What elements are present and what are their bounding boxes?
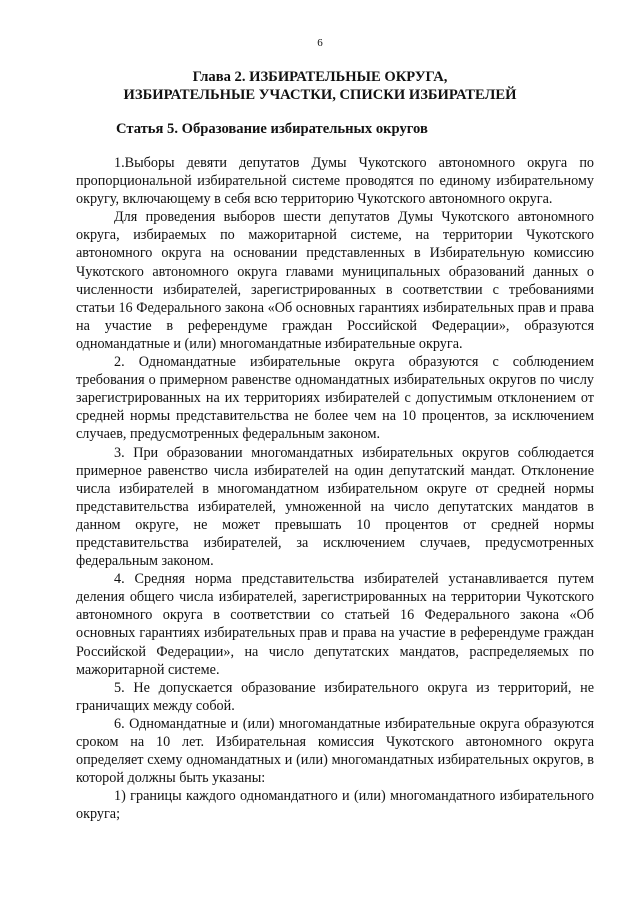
paragraph-2: Для проведения выборов шести депутатов Думы Чукотского автономного округа, избираемых по мажоритарной системе, на территории Чукотского автономного округа на основании представленных в Избирательную комиссию Чукотского автономного округа главами муниципальных образований данных о численности избирателей, зарегистрированных в соответствии с требованиями статьи 16 Федерального закона «Об основных гарантиях избирательных прав и права на участие в референдуме граждан Российской Федерации», образуются одномандатные и (или) многомандатные избирательные округа. bbox=[76, 209, 594, 352]
paragraph-6: 5. Не допускается образование избирательного округа из территорий, не граничащих между собой. bbox=[76, 679, 594, 714]
paragraph-1: 1.Выборы девяти депутатов Думы Чукотского автономного округа по пропорциональной избирательной системе проводятся по единому избирательному округу, включающему в себя всю территорию Чукотского автономного округа. bbox=[76, 155, 594, 208]
article-title: Статья 5. Образование избирательных округов bbox=[116, 121, 428, 137]
paragraph-4: 3. При образовании многомандатных избирательных округов соблюдается примерное равенство числа избирателей на один депутатский мандат. Отклонение числа избирателей в многомандатном избирательном округе от средней нормы представительства избирателей, умноженной на число депутатских мандатов в данном округе, не может превышать 10 процентов от средней нормы представительства избирателей, за исключением случаев, предусмотренных федеральным законом. bbox=[76, 444, 594, 570]
chapter-title-line-1: Глава 2. ИЗБИРАТЕЛЬНЫЕ ОКРУГА, bbox=[192, 69, 448, 85]
chapter-title-line-2: ИЗБИРАТЕЛЬНЫЕ УЧАСТКИ, СПИСКИ ИЗБИРАТЕЛЕЙ bbox=[123, 87, 517, 103]
paragraph-7: 6. Одномандатные и (или) многомандатные избирательные округа образуются сроком на 10 лет. Избирательная комиссия Чукотского автономного округа определяет схему одномандатных и (или) многомандатных избирательных округов, в которой должны быть указаны: bbox=[76, 715, 594, 787]
paragraph-3: 2. Одномандатные избирательные округа образуются с соблюдением требования о примерном равенстве одномандатных избирательных округов по числу зарегистрированных на их территориях избирателей с допустимым отклонением от средней нормы представительства не более чем на 10 процентов, за исключением случаев, предусмотренных федеральным законом. bbox=[76, 354, 594, 443]
paragraph-5: 4. Средняя норма представительства избирателей устанавливается путем деления общего числа избирателей, зарегистрированных на территории Чукотского автономного округа в соответствии со статьей 16 Федерального закона «Об основных гарантиях избирательных прав и права на участие в референдуме граждан Российской Федерации», на число депутатских мандатов, распределяемых по мажоритарной системе. bbox=[76, 571, 594, 678]
article-body bbox=[76, 154, 594, 823]
paragraph-8: 1) границы каждого одномандатного и (или) многомандатного избирательного округа; bbox=[76, 788, 594, 823]
page-number: 6 bbox=[317, 37, 323, 49]
chapter-title bbox=[60, 68, 580, 104]
